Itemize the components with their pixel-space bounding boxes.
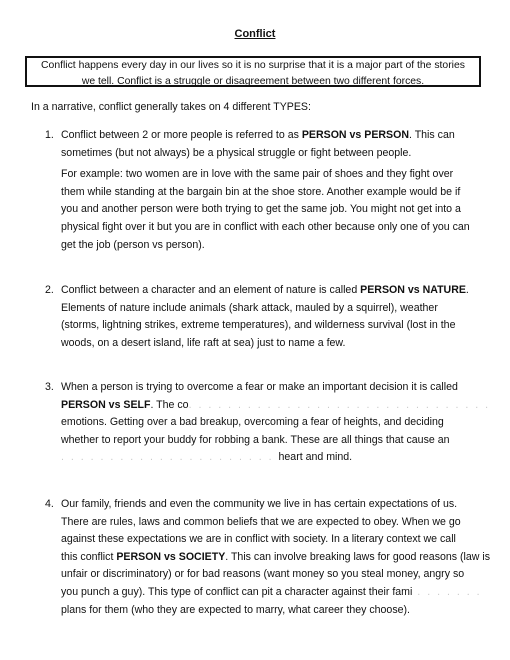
redacted-text: . . . . . . . (412, 585, 482, 598)
item-body (61, 282, 491, 352)
item-line: you punch a guy). This type of conflict can pit a character against their fami . . . . . . . (61, 585, 482, 598)
item-line: There are rules, laws and common beliefs that we are expected to obey. When we go (61, 515, 461, 528)
item-body (61, 379, 491, 467)
item-line: whether to report your buddy for robbing a bank. These are all things that cause an (61, 433, 450, 446)
item-line: this conflict PERSON vs SOCIETY. This can involve breaking laws for good reasons (law is (61, 550, 491, 563)
item-line: plans for them (who they are expected to marry, what career they choose). (61, 603, 410, 616)
page-title: Conflict (234, 28, 276, 40)
item-number: 4. (45, 498, 54, 510)
item-number: 1. (45, 129, 54, 141)
item-line: Conflict between 2 or more people is referred to as PERSON vs PERSON. This can (61, 129, 455, 141)
definition-line: Conflict happens every day in our lives so it is no surprise that it is a major part of the stories (41, 60, 465, 71)
redacted-text: . . . . . . . . . . . . . . . . . . . . . . (61, 451, 279, 464)
item-line: When a person is trying to overcome a fear or make an important decision it is called (61, 381, 458, 393)
item-line: emotions. Getting over a bad breakup, overcoming a fear of heights, and deciding (61, 416, 444, 429)
definition-box (25, 56, 481, 87)
definition-line: we tell. Conflict is a struggle or disagreement between two different forces. (81, 75, 425, 87)
item-number: 3. (45, 381, 54, 393)
conflict-type: PERSON vs SELF (61, 398, 151, 411)
item-line: PERSON vs SELF. The co. . . . . . . . . . . . . . . . . . . . . . . . . . . . . . . (61, 398, 491, 411)
item-line: Elements of nature include animals (shark attack, mauled by a squirrel), weather (61, 301, 438, 314)
redacted-text: . . . . . . . . . . . . . . . . . . . . . . . . . . . . . . . (188, 398, 491, 411)
item-body (61, 127, 491, 254)
item-line: Our family, friends and even the community we live in has certain expectations of us. (61, 498, 458, 510)
example-paragraph: For example: two women are in love with the same pair of shoes and they fight over them while standing at the bargain bin at the shoe store. Another example would be if you and another person were both trying to get the same job. You might not get into a physical fight over it but you are in conflict with each other because only one of you can get the job (person vs person). (61, 168, 470, 251)
conflict-type: PERSON vs SOCIETY (116, 550, 226, 563)
item-body (61, 496, 491, 619)
item-number: 2. (45, 284, 54, 296)
item-line: woods, on a desert island, life raft at sea) just to name a few. (61, 336, 346, 349)
item-line: Conflict between a character and an element of nature is called PERSON vs NATURE. (61, 284, 469, 296)
intro-paragraph: In a narrative, conflict generally takes on 4 different TYPES: (31, 101, 311, 113)
conflict-type: PERSON vs NATURE (360, 284, 466, 296)
item-line: sometimes (but not always) be a physical struggle or fight between people. (61, 146, 412, 159)
item-line: unfair or discriminatory) or for bad reasons (want money so you steal money, angry so (61, 568, 465, 581)
item-line: against these expectations we are in conflict with society. In a literary context we call (61, 533, 456, 546)
item-line: (storms, lightning strikes, extreme temperatures), and wilderness survival (lost in the (61, 319, 456, 332)
conflict-type: PERSON vs PERSON (301, 129, 409, 141)
item-line: . . . . . . . . . . . . . . . . . . . . . . heart and mind. (61, 451, 353, 464)
